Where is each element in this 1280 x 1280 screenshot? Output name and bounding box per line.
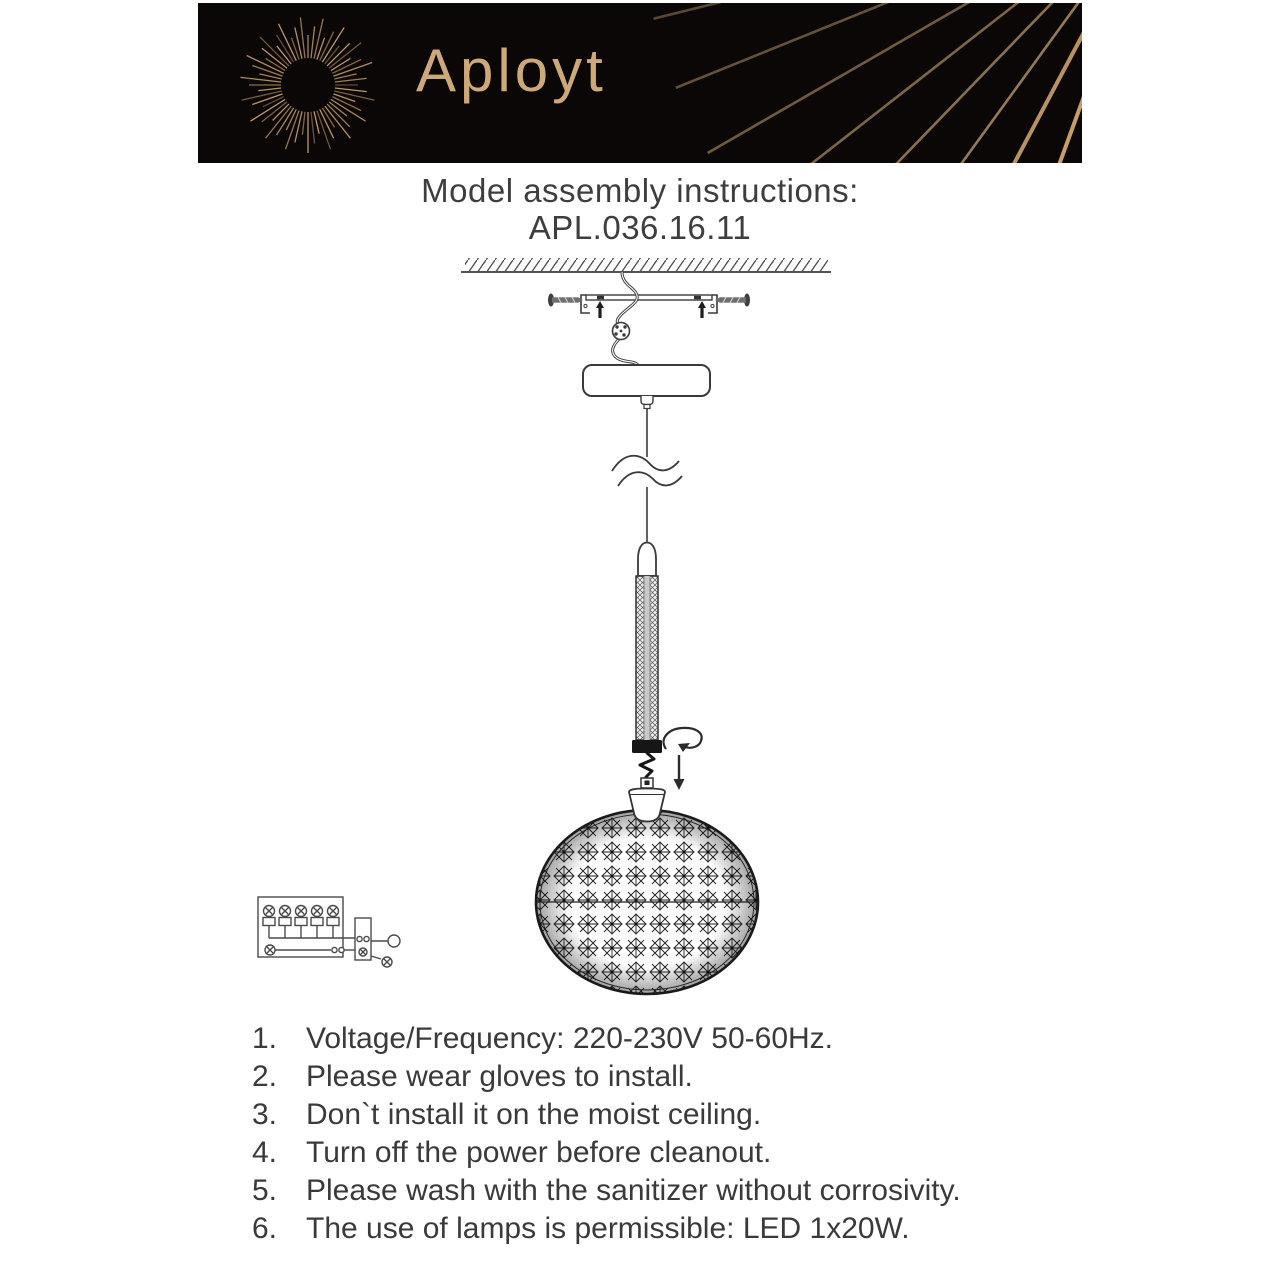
- assembly-diagram: [240, 248, 1040, 1028]
- item-number: 4.: [252, 1136, 278, 1169]
- corner-rays-icon: [198, 3, 1082, 163]
- instructions-list: [252, 1020, 1062, 1248]
- mains-wire: [613, 272, 638, 365]
- item-text: The use of lamps is permissible: LED 1x20W.: [306, 1212, 910, 1245]
- cable-cap: [638, 543, 656, 577]
- page-title: Model assembly instructions:: [421, 172, 859, 209]
- item-number: 1.: [252, 1022, 278, 1055]
- instruction-item: [252, 1020, 1062, 1058]
- item-number: 6.: [252, 1212, 278, 1245]
- cable-break-symbol: [612, 456, 682, 486]
- bracket-screws: [596, 301, 706, 318]
- brand-name: Aployt: [416, 37, 607, 104]
- side-screw-left-icon: [548, 294, 583, 307]
- instruction-item: [252, 1172, 1062, 1210]
- item-number: 3.: [252, 1098, 278, 1131]
- faceted-sphere-shade: [536, 810, 758, 994]
- item-text: Voltage/Frequency: 220-230V 50-60Hz.: [306, 1022, 834, 1055]
- quick-connector: [641, 778, 653, 788]
- item-text: Don`t install it on the moist ceiling.: [306, 1098, 762, 1131]
- ceiling-hatch: [461, 258, 831, 272]
- down-arrow-icon: [674, 755, 685, 790]
- item-text: Please wash with the sanitizer without corrosivity.: [306, 1174, 961, 1207]
- item-number: 5.: [252, 1174, 278, 1207]
- instruction-item: [252, 1210, 1062, 1248]
- instruction-item: [252, 1058, 1062, 1096]
- socket-cup: [629, 789, 665, 822]
- item-text: Turn off the power before cleanout.: [306, 1136, 772, 1169]
- model-number: APL.036.16.11: [528, 209, 752, 246]
- instruction-item: [252, 1134, 1062, 1172]
- brand-banner: [198, 3, 1082, 163]
- decorative-tube: [636, 576, 658, 740]
- rotate-arrow-icon: [664, 728, 702, 752]
- wiring-schematic: [258, 897, 400, 967]
- item-text: Please wear gloves to install.: [306, 1060, 693, 1093]
- canopy: [583, 365, 710, 409]
- terminal-connector: [613, 323, 630, 340]
- connector-wire: [640, 753, 654, 777]
- item-number: 2.: [252, 1060, 278, 1093]
- instruction-item: [252, 1096, 1062, 1134]
- side-screw-right-icon: [715, 294, 750, 307]
- lock-band: [632, 740, 662, 753]
